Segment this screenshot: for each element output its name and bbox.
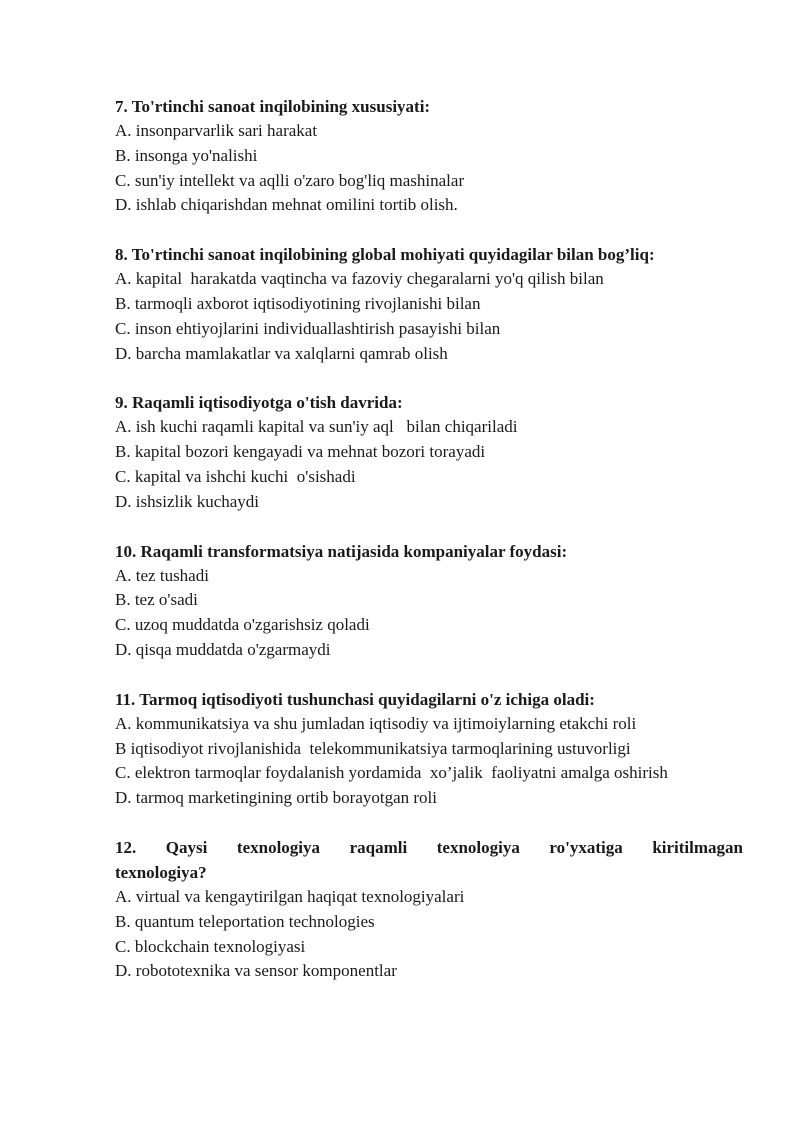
question-11 [115, 687, 743, 811]
option-b: B. kapital bozori kengayadi va mehnat bozori torayadi [115, 442, 486, 462]
option-c: C. sun'iy intellekt va aqlli o'zaro bog'liq mashinalar [115, 170, 465, 190]
option-b: B. tez o'sadi [115, 590, 198, 610]
question-title: 11. Tarmoq iqtisodiyoti tushunchasi quyidagilarni o'z ichiga oladi: [115, 689, 595, 709]
option-d: D. tarmoq marketingining ortib borayotgan roli [115, 788, 437, 808]
option-a: A. insonparvarlik sari harakat [115, 121, 318, 140]
question-9 [115, 390, 743, 514]
option-a: A. tez tushadi [115, 565, 209, 585]
option-a: A. virtual va kengaytirilgan haqiqat texnologiyalari [115, 886, 465, 906]
option-c: C. uzoq muddatda o'zgarishsiz qoladi [115, 615, 370, 635]
option-a: A. ish kuchi raqamli kapital va sun'iy aql bilan chiqariladi [115, 417, 518, 437]
option-c: C. elektron tarmoqlar foydalanish yordamida xo’jalik faoliyatni amalga oshirish [115, 763, 668, 783]
option-d: D. qisqa muddatda o'zgarmaydi [115, 639, 331, 659]
question-title: 10. Raqamli transformatsiya natijasida kompaniyalar foydasi: [115, 541, 568, 561]
question-title-line-1: 12. Qaysi texnologiya raqamli texnologiya ro'yxatiga kiritilmagan [115, 837, 743, 857]
question-title: 7. To'rtinchi sanoat inqilobining xususiyati: [115, 97, 431, 116]
option-d: D. ishsizlik kuchaydi [115, 491, 260, 511]
option-c: C. kapital va ishchi kuchi o'sishadi [115, 466, 356, 486]
question-title: 8. To'rtinchi sanoat inqilobining global mohiyati quyidagilar bilan bog’liq: [115, 245, 655, 265]
question-title-line-2: texnologiya? [115, 862, 207, 882]
option-d: D. robototexnika va sensor komponentlar [115, 961, 397, 981]
option-b: B. quantum teleportation technologies [115, 911, 375, 931]
option-c: C. inson ehtiyojlarini individuallashtirish pasayishi bilan [115, 318, 501, 338]
option-b: B. insonga yo'nalishi [115, 145, 258, 165]
question-7 [115, 94, 743, 218]
option-d: D. barcha mamlakatlar va xalqlarni qamrab olish [115, 343, 448, 363]
option-b: B. tarmoqli axborot iqtisodiyotining rivojlanishi bilan [115, 293, 481, 313]
question-title: 9. Raqamli iqtisodiyotga o'tish davrida: [115, 393, 403, 413]
option-b: B iqtisodiyot rivojlanishida telekommunikatsiya tarmoqlarining ustuvorligi [115, 738, 631, 758]
option-c: C. blockchain texnologiyasi [115, 936, 306, 956]
question-8 [115, 242, 743, 366]
option-a: A. kapital harakatda vaqtincha va fazoviy chegaralarni yo'q qilish bilan [115, 269, 604, 289]
option-d: D. ishlab chiqarishdan mehnat omilini tortib olish. [115, 195, 458, 215]
document-page [115, 94, 743, 1008]
option-a: A. kommunikatsiya va shu jumladan iqtisodiy va ijtimoiylarning etakchi roli [115, 713, 637, 733]
question-12 [115, 835, 743, 984]
question-10 [115, 539, 743, 663]
